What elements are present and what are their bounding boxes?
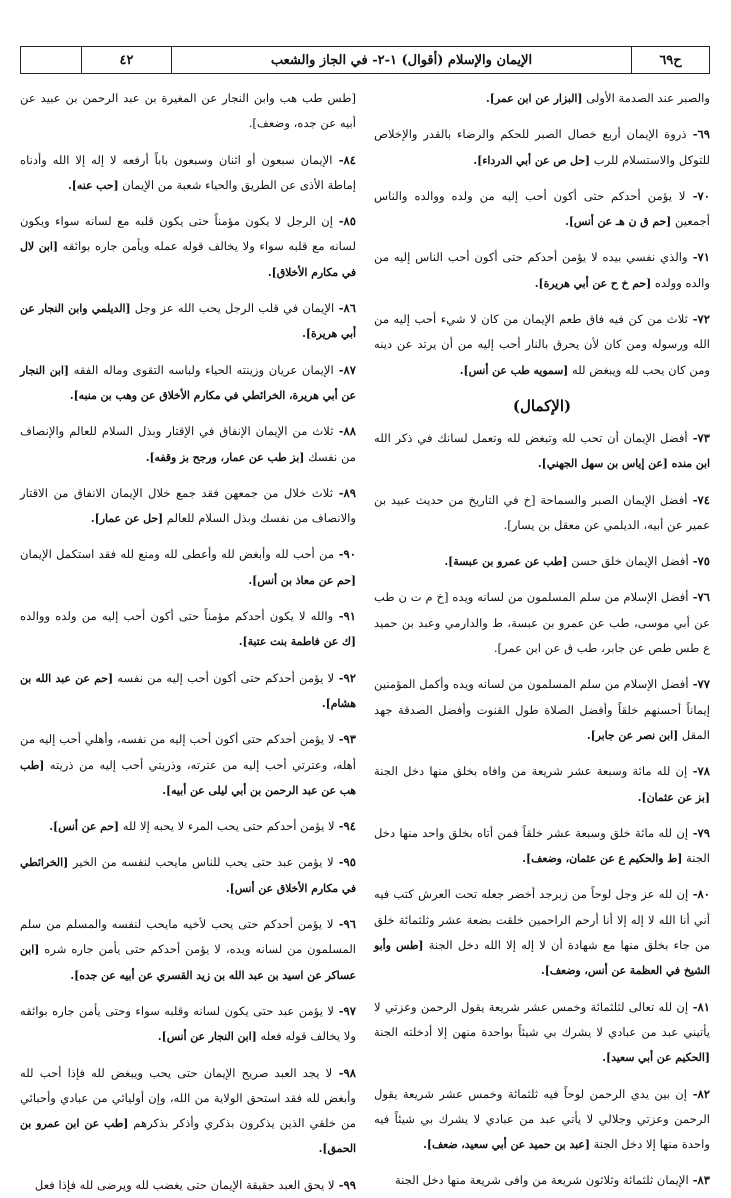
entry-text: أفضل الإيمان أن تحب لله وتبغض لله وتعمل لسانك في ذكر الله (374, 430, 688, 445)
entry-number: ٧٩- (688, 825, 710, 840)
entry-number: ٧٧- (688, 677, 710, 692)
entry-number: ٨٠- (688, 887, 710, 902)
hadith-entry (374, 488, 710, 539)
entry-number: ٨٢- (687, 1086, 710, 1101)
hadith-entry (374, 1082, 710, 1158)
entry-source: [حم عن أنس]. (49, 820, 120, 834)
entry-text: ذروة الإيمان أربع خصال الصبر للحكم والرضاء بالقدر والإخلاص للتوكل والاستسلام للرب (374, 127, 710, 167)
entry-number: ٧٤- (687, 492, 710, 507)
entry-number: ٧٣- (687, 430, 710, 445)
hadith-entry (20, 419, 356, 470)
hadith-entry (374, 122, 710, 173)
entry-number: ٩٢- (334, 670, 356, 685)
entry-number: ٨٤- (332, 152, 356, 167)
hadith-entry (374, 549, 710, 574)
entry-source: [البزار عن ابن عمر]. (486, 92, 583, 105)
header-reference: ح٦٩ (631, 47, 709, 73)
text-columns (20, 86, 710, 1192)
entry-source: [حل عن عمار]. (90, 512, 164, 526)
entry-number: ٧٢- (687, 312, 710, 327)
entry-source: [حم ق ن هـ عن أنس]. (565, 215, 672, 229)
entry-text: أفضل الإيمان خلق حسن (571, 554, 689, 569)
hadith-entry (374, 86, 710, 111)
entry-text: لا يحق العبد حقيقة الإيمان حتى يغضب لله ويرضى لله فإذا فعل (34, 1177, 335, 1192)
entry-source: [حب عنه]. (68, 178, 119, 192)
entry-number: ٩٧- (333, 1003, 356, 1018)
hadith-entry (374, 426, 710, 477)
entry-source: [الديلمي وابن النجار عن أبي هريرة]. (20, 302, 356, 341)
entry-text: الإيمان ثلثمائة وثلاثون شريعة من وافى شريعة منها دخل الجنة (394, 1173, 689, 1188)
entry-text: إن لله مائة خلق وسبعة عشر خلقاً فمن أتاه بخلق واحد منها دخل الجنة (374, 825, 710, 866)
entry-text: أفضل الإيمان الصبر والسماحة [خ في التاريخ من حديث عبيد بن عمير عن أبيه، الديلمي عن معقل بن يسار]. (374, 492, 710, 532)
entry-source: [طس وأبو الشيخ في العظمة عن أنس، وضعف]. (374, 939, 710, 978)
entry-text: لا يؤمن أحدكم حتى يحب لأخيه مايحب لنفسه والمسلم من سلم المسلمون من لسانه ويده، لا يؤمن أحدكم حتى يأمن جاره شره (20, 917, 356, 957)
entry-text: من أحب لله وأبغض لله وأعطى لله ومنع لله فقد استكمل الإيمان (20, 547, 335, 562)
entry-number: ٩١- (333, 609, 356, 624)
entry-source: [ابن عساكر عن اسيد بن عبد الله بن زيد القسري عن أبيه عن جده]. (20, 943, 356, 982)
hadith-entry (20, 912, 356, 988)
hadith-entry (20, 850, 356, 901)
entry-text: لا يجد العبد صريح الإيمان حتى يحب ويبغض لله فإذا أحب لله وأبغض لله فقد استحق الولاية من الله، وإن أوليائي من عبادي وأحبائي من خلقي الذين يذكرون بذكري وأذكر بذكرهم (20, 1065, 356, 1131)
hadith-entry (374, 245, 710, 296)
hadith-entry (20, 814, 356, 839)
entry-number: ٨١- (688, 999, 710, 1014)
entry-text: إن بين يدي الرحمن لوحاً فيه ثلثمائة وخمس عشر شريعة يقول الرحمن وعزتي وجلالي لا يأتي عبد من عبادي لا يشرك بي شيئاً فيه واحدة منها إلا دخل الجنة (374, 1086, 710, 1152)
entry-text: أفضل الإسلام من سلم المسلمون من لسانه ويده وأكمل المؤمنين إيماناً أحسنهم خلقاً وأفضل الصلاة طول القنوت وأفضل الصدقة جهد المقل (374, 677, 710, 742)
entry-number: ٩٨- (332, 1065, 356, 1080)
hadith-entry (20, 1061, 356, 1162)
hadith-entry (374, 585, 710, 661)
entry-source: ابن منده [عن إياس بن سهل الجهني]. (537, 457, 710, 471)
left-column (20, 86, 357, 1192)
entry-number: ٧٦- (688, 590, 710, 605)
entry-source: [حم عن معاذ بن أنس]. (248, 573, 356, 587)
hadith-entry (374, 759, 710, 810)
entry-number: ٨٣- (688, 1173, 710, 1188)
entry-text: لا يؤمن عبد حتى يحب للناس مايحب لنفسه من الخير (72, 855, 334, 870)
hadith-entry (374, 307, 710, 383)
entry-number: ٩٤- (334, 819, 356, 834)
entry-source: [حم خ ح عن أبي هريرة]. (534, 276, 652, 290)
entry-number: ٧٠- (685, 188, 710, 203)
entry-text: والله لا يكون أحدكم مؤمناً حتى أكون أحب إليه من ولده ووالده (20, 609, 334, 624)
entry-text: إن الرجل لا يكون مؤمناً حتى يكون قلبه مع لسانه سواء ويكون لسانه مع قلبه سواء ولا يخالف قوله عمله ويأمن جاره بوائقه (20, 214, 356, 254)
entry-source: [عبد بن حميد عن أبي سعيد، ضعف]. (423, 1138, 590, 1152)
page-number: ٤٢ (81, 47, 171, 73)
entry-source: [بز عن عثمان]. (637, 790, 710, 804)
entry-number: ٧٥- (688, 554, 710, 569)
entry-text: لا يؤمن أحدكم حتى أكون أحب إليه من ولده ووالده والناس أجمعين (374, 188, 710, 229)
entry-source: [ط والحكيم ع عن عثمان، وضعف]. (522, 852, 683, 866)
entry-text: ثلاث من الإيمان الإنفاق في الإقتار وبذل السلام للعالم والإنصاف من نفسك (20, 424, 356, 464)
entry-source: [ابن لال في مكارم الأخلاق]. (20, 240, 356, 279)
entry-number: ٩٦- (333, 917, 356, 932)
entry-source: [طب عن ابن عمرو بن الحمق]. (20, 1117, 356, 1156)
entry-number: ٩٥- (333, 855, 356, 870)
hadith-entry (20, 542, 356, 593)
entry-source: [طب عن عمرو بن عبسة]. (444, 555, 568, 569)
entry-number: ٦٩- (686, 127, 710, 142)
hadith-entry (20, 1173, 356, 1198)
entry-number: ٨٦- (334, 301, 356, 316)
hadith-entry (20, 209, 356, 285)
hadith-entry (20, 148, 356, 199)
entry-text: إن لله مائة وسبعة عشر شريعة من وافاه بخلق منها دخل الجنة (374, 764, 688, 779)
hadith-entry (20, 481, 356, 532)
entry-source: [سمويه طب عن أنس]. (459, 363, 569, 377)
hadith-entry (20, 604, 356, 655)
entry-text: والصبر عند الصدمة الأولى (586, 91, 710, 105)
entry-source: [حل ص عن أبي الدرداء]. (473, 153, 591, 167)
entry-text: أفضل الإسلام من سلم المسلمون من لسانه ويده [خ م ت ن طب عن أبي موسى، طب عن عمرو بن عبسة، ط والدارمي وعبد بن حميد ع طس طص عن جابر، طب ق عن ابن عمر]. (374, 590, 710, 656)
entry-number: ٨٩- (332, 485, 356, 500)
entry-number: ٧١- (687, 250, 710, 265)
entry-source: [ابن نصر عن جابر]. (586, 728, 679, 742)
hadith-entry (374, 995, 710, 1071)
entry-number: ٩٠- (334, 547, 356, 562)
entry-text: والذي نفسي بيده لا يؤمن أحدكم حتى أكون أحب الناس إليه من والده وولده (374, 250, 710, 290)
entry-text: ثلاث خلال من جمعهن فقد جمع خلال الإيمان الانفاق من الاقتار والانصاف من نفسك وبذل السلام للعالم (20, 485, 356, 526)
entry-number: ٨٧- (333, 362, 356, 377)
entry-source: [ابن النجار عن أنس]. (157, 1030, 257, 1044)
hadith-entry (374, 184, 710, 235)
hadith-entry (374, 672, 710, 748)
entry-text: الإيمان في قلب الرجل يحب الله عز وجل (134, 301, 335, 316)
entry-text: لا يؤمن أحدكم حتى أكون أحب إليه من نفسه (117, 670, 335, 685)
entry-source: [طب هب عن عبد الرحمن بن أبي ليلى عن أبيه]. (20, 758, 356, 797)
entry-source: [ابن النجار عن أبي هريرة، الخرائطي في مكارم الأخلاق عن وهب بن منبه]. (20, 363, 356, 402)
hadith-entry (374, 1168, 710, 1193)
entry-number: ٩٣- (334, 732, 356, 747)
entry-source: [الخرائطي في مكارم الأخلاق عن أنس]. (20, 856, 356, 895)
entry-text: لا يؤمن أحدكم حتى يحب المرء لا يحبه إلا لله (122, 819, 335, 834)
hadith-entry (374, 882, 710, 983)
entry-source: [ك عن فاطمة بنت عتبة]. (238, 635, 356, 649)
entry-number: ٨٥- (333, 214, 357, 229)
hadith-entry (374, 821, 710, 872)
entry-source: [حم عن عبد الله بن هشام]. (20, 671, 356, 710)
entry-text: لا يؤمن عبد حتى يكون لسانه وقلبه سواء وحتى يأمن جاره بوائقه ولا يخالف قوله فعله (20, 1003, 356, 1044)
entry-source: [بز طب عن عمار، ورجح بز وقفه]. (145, 450, 305, 464)
entry-text: الإيمان سبعون أو اثنان وسبعون باباً أرفعه لا إله إلا الله وأدناه إماطة الأذى عن الطريق والحياء شعبة من الإيمان (20, 152, 356, 192)
right-column (374, 86, 710, 1188)
header-blank-cell (21, 47, 81, 73)
entry-text: الإيمان عريان وزينته الحياء ولباسه التقوى وماله الفقه (73, 362, 334, 377)
entry-text: لا يؤمن أحدكم حتى أكون أحب إليه من نفسه، وأهلي أحب إليه من أهله، وعترتي أحب إليه من عترته، وذريتي أحب إليه من ذريته (20, 732, 356, 772)
hadith-entry (20, 86, 356, 137)
entry-text: إن لله تعالى لثلثمائة وخمس عشر شريعة يقول الرحمن وعزتي لا يأتيني عبد من عبادي لا يشرك بي شيئاً بواحدة منهن إلا أدخلته الجنة (374, 999, 710, 1039)
entry-number: ٧٨- (687, 764, 710, 779)
hadith-entry (20, 666, 356, 717)
entry-text: [طس طب هب وابن النجار عن المغيرة بن عبد الرحمن بن عبيد عن أبيه عن جده، وضعف]. (20, 91, 356, 131)
entry-text: ثلاث من كن فيه فاق طعم الإيمان من كان لا شيء أحب إليه من الله ورسوله ومن كان لأن يحرق بالنار أحب إليه من أن يرتد عن دينه ومن كان يحب لله ويبغض لله (374, 312, 710, 377)
hadith-entry (20, 358, 356, 409)
hadith-entry (20, 727, 356, 803)
hadith-entry (20, 296, 356, 347)
entry-text: إن لله عز وجل لوحاً من زبرجد أخضر جعله تحت العرش كتب فيه أني أنا الله لا إله إلا أنا أرحم الراحمين خلقت بضعة عشر وثلثمائة خلق من جاء بخلق منها مع شهادة أن لا إله إلا الله دخل الجنة (374, 887, 710, 953)
header-title: الإيمان والإسلام (أقوال) ١-٢- في الجاز والشعب (171, 47, 631, 73)
hadith-entry (20, 999, 356, 1050)
section-subheading: (الإكمال) (512, 396, 572, 415)
entry-source: [الحكيم عن أبي سعيد]. (602, 1051, 710, 1065)
entry-number: ٩٩- (334, 1177, 356, 1192)
entry-number: ٨٨- (333, 424, 356, 439)
page-header (20, 46, 710, 74)
